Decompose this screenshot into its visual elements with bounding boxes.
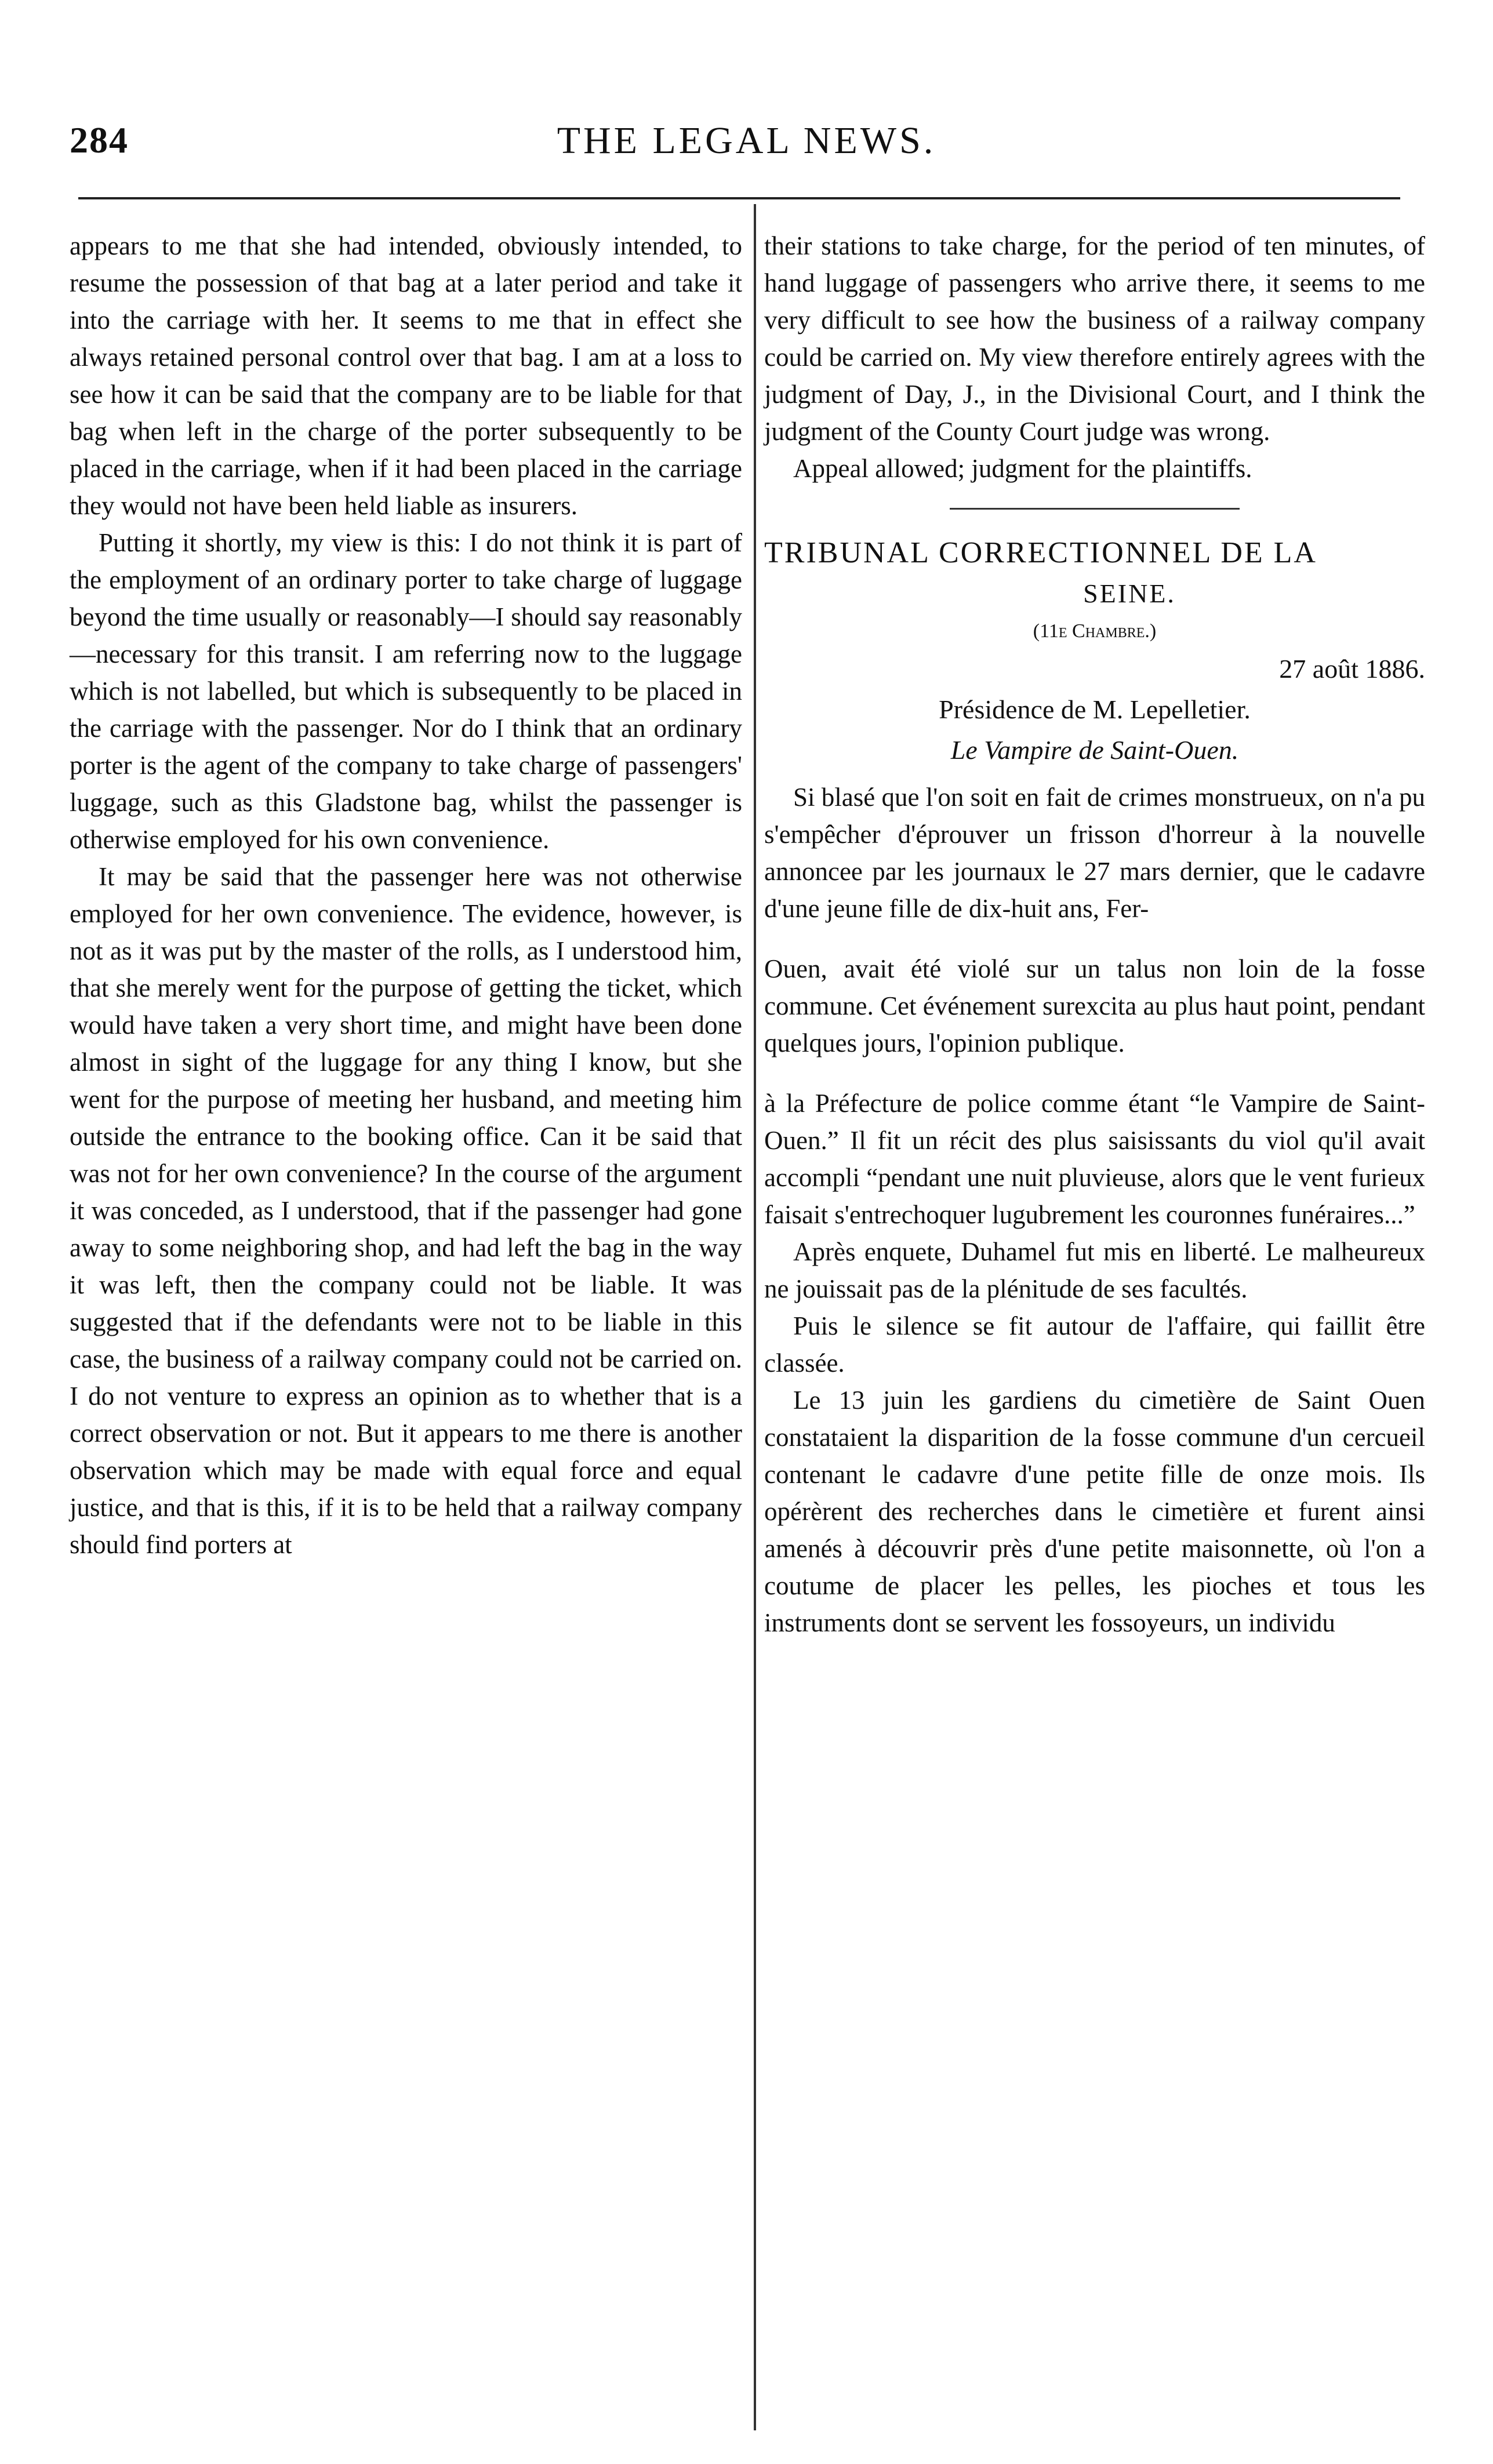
right-paragraph-2: Ouen, avait été violé sur un talus non loin de la fosse commune. Cet événement surexcita au plus haut point, pendant quelques jours, l'opinion publique. xyxy=(764,954,1425,1057)
right-paragraph-4: Après enquete, Duhamel fut mis en liberté. Le malheureux ne jouissait pas de la plénitude de ses facultés. xyxy=(764,1237,1425,1303)
left-paragraph-1: appears to me that she had intended, obviously intended, to resume the possession of that bag at a later period and take it into the carriage with her. It seems to me that in effect she always retained personal control over that bag. I am at a loss to see how it can be said that the company are to be liable for that bag when left in the charge of the porter subsequently to be placed in the carriage, when if it had been placed in the carriage they would not have been held liable as insurers. xyxy=(70,231,742,520)
right-paragraph-3: à la Préfecture de police comme étant “le Vampire de Saint-Ouen.” Il fit un récit des plus saisissants du viol qu'il avait accompli “pendant une nuit pluvieuse, alors que le vent furieux faisait s'entrechoquer lugubrement les couronnes funéraires...” xyxy=(764,1089,1425,1229)
right-opening-paragraph: their stations to take charge, for the period of ten minutes, of hand luggage of passengers who arrive there, it seems to me very difficult to see how the business of a railway company could be carried on. My view therefore entirely agrees with the judgment of Day, J., in the Divisional Court, and I think the judgment of the County Court judge was wrong. xyxy=(764,231,1425,446)
section-separator xyxy=(950,508,1240,510)
section-heading-continued: SEINE. xyxy=(1083,579,1176,608)
column-divider xyxy=(754,204,756,2430)
right-paragraph-6: Le 13 juin les gardiens du cimetière de Saint Ouen constataient la disparition de la fosse commune d'un cercueil contenant le cadavre d'une petite fille de onze mois. Ils opérèrent des recherches dans le cimetière et furent ainsi amenés à découvrir près d'une petite maisonnette, où l'on a coutume de placer les pelles, les pioches et tous les instruments dont se servent les fossoyeurs, un individu xyxy=(764,1386,1425,1637)
page-header xyxy=(0,119,1493,183)
left-column xyxy=(70,227,742,1563)
section-heading: TRIBUNAL CORRECTIONNEL DE LA xyxy=(764,536,1317,569)
chamber-label: (11e Chambre.) xyxy=(1033,620,1157,642)
case-date: 27 août 1886. xyxy=(1279,654,1425,684)
page-number: 284 xyxy=(70,119,129,161)
right-column xyxy=(764,227,1425,1641)
header-rule xyxy=(78,197,1400,199)
left-paragraph-3: It may be said that the passenger here was not otherwise employed for her own convenience. The evidence, however, is not as it was put by the master of the rolls, as I understood him, that she merely went for the purpose of getting the ticket, which would have taken a very short time, and might have been done almost in sight of the luggage for any thing I know, but she went for the purpose of meeting her husband, and meeting him outside the entrance to the booking office. Can it be said that was not for her own convenience? In the course of the argument it was conceded, as I understood, that if the passenger had gone away to some neighboring shop, and had left the bag in the way it was left, then the company could not be liable. It was suggested that if the defendants were not to be liable in this case, the business of a railway company could not be carried on. I do not venture to express an opinion as to whether that is a correct observation or not. But it appears to me there is another observation which may be made with equal force and equal justice, and that is this, if it is to be held that a railway company should find porters at xyxy=(70,862,742,1559)
disposition-line: Appeal allowed; judgment for the plaintiffs. xyxy=(793,454,1252,483)
publication-title: THE LEGAL NEWS. xyxy=(557,119,936,162)
left-paragraph-2: Putting it shortly, my view is this: I do not think it is part of the employment of an ordinary porter to take charge of luggage beyond the time usually or reasonably—I should say reasonably—necessary for this transit. I am referring now to the luggage which is not labelled, but which is subsequently to be placed in the carriage with the passenger. Nor do I think that an ordinary porter is the agent of the company to take charge of passengers' luggage, such as this Gladstone bag, whilst the passenger is otherwise employed for his own convenience. xyxy=(70,528,742,854)
presiding-judge: Présidence de M. Lepelletier. xyxy=(939,695,1251,724)
right-paragraph-1: Si blasé que l'on soit en fait de crimes monstrueux, on n'a pu s'empêcher d'éprouver un frisson d'horreur à la nouvelle annoncee par les journaux le 27 mars dernier, que le cadavre d'une jeune fille de dix-huit ans, Fer- xyxy=(764,783,1425,923)
right-paragraph-5: Puis le silence se fit autour de l'affaire, qui faillit être classée. xyxy=(764,1311,1425,1378)
case-title: Le Vampire de Saint-Ouen. xyxy=(950,735,1239,765)
